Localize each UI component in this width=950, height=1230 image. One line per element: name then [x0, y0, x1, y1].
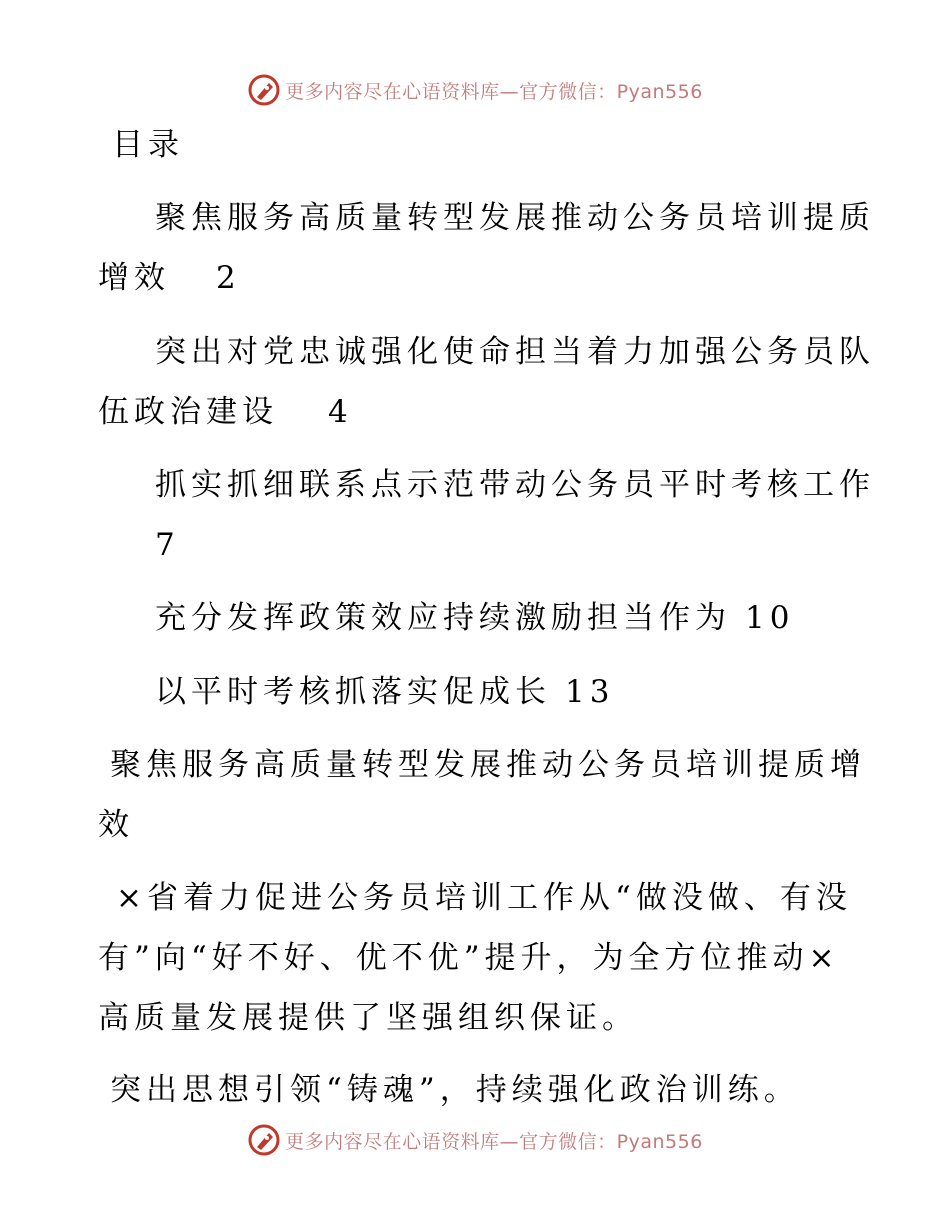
toc-entry-4[interactable]: 充分发挥政策效应持续激励担当作为 10: [155, 600, 795, 636]
article-heading-line-2: 效: [98, 807, 134, 843]
toc-entry-3-page[interactable]: 7: [155, 527, 180, 563]
footer-banner: [0, 1120, 950, 1160]
header-banner: [0, 70, 950, 110]
toc-entry-1-line-2[interactable]: 增效 2: [98, 260, 241, 296]
toc-entry-5-page: 13: [565, 674, 615, 710]
article-heading-line-1: 聚焦服务高质量转型发展推动公务员培训提质增: [110, 747, 866, 783]
toc-title: 目录: [112, 127, 184, 163]
article-subheading: 突出思想引领“铸魂”，持续强化政治训练。: [110, 1072, 800, 1108]
toc-entry-2-line-1[interactable]: 突出对党忠诚强化使命担当着力加强公务员队: [155, 334, 875, 370]
toc-entry-5[interactable]: 以平时考核抓落实促成长 13: [155, 674, 615, 710]
toc-entry-1-line-1[interactable]: 聚焦服务高质量转型发展推动公务员培训提质: [155, 200, 875, 236]
toc-entry-1-page: 2: [216, 260, 241, 296]
article-paragraph-line-2: 有”向“好不好、优不优”提升，为全方位推动×: [98, 940, 840, 976]
toc-entry-3-line-1[interactable]: 抓实抓细联系点示范带动公务员平时考核工作: [155, 467, 875, 503]
toc-entry-2-line-2[interactable]: 伍政治建设 4: [98, 394, 353, 430]
toc-entry-2-page: 4: [328, 394, 353, 430]
pen-nib-logo-icon: [247, 1123, 281, 1157]
article-paragraph-line-1: ×省着力促进公务员培训工作从“做没做、有没: [116, 880, 852, 916]
toc-entry-4-page: 10: [745, 600, 795, 636]
pen-nib-logo-icon: [247, 73, 281, 107]
footer-banner-text: 更多内容尽在心语资料库—官方微信：Pyan556: [285, 1130, 703, 1153]
header-banner-text: 更多内容尽在心语资料库—官方微信：Pyan556: [285, 80, 703, 103]
article-paragraph-line-3: 高质量发展提供了坚强组织保证。: [98, 1000, 638, 1036]
